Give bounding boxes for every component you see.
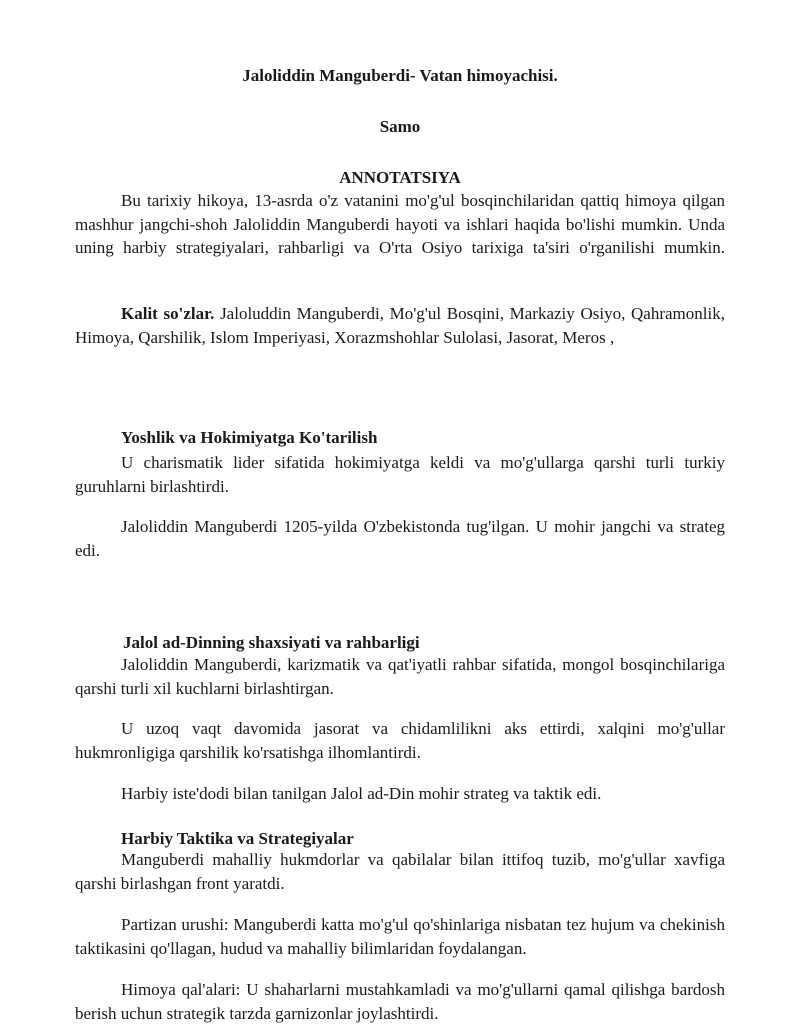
section2-paragraph-1: Jaloliddin Manguberdi, karizmatik va qat'iyatli rahbar sifatida, mongol bosqinchilariga qarshi turli xil kuchlarni birlashtirgan.: [75, 655, 725, 698]
section-heading-leadership: Jalol ad-Dinning shaxsiyati va rahbarligi: [123, 633, 420, 652]
section1-paragraph-1: U charismatik lider sifatida hokimiyatga keldi va mo'g'ullarga qarshi turli turkiy guruhlarni birlashtirdi.: [75, 453, 725, 496]
section2-paragraph-2: U uzoq vaqt davomida jasorat va chidamlilikni aks ettirdi, xalqini mo'g'ullar hukmronligiga qarshilik ko'rsatishga ilhomlantirdi.: [75, 719, 725, 762]
keywords-text: Jaloluddin Manguberdi, Mo'g'ul Bosqini, Markaziy Osiyo, Qahramonlik, Himoya, Qarshilik, Islom Imperiyasi, Xorazmshohlar Sulolasi, Jasorat, Meros ,: [75, 304, 725, 347]
section-heading-youth: Yoshlik va Hokimiyatga Ko'tarilish: [121, 428, 378, 447]
keywords-label: Kalit so'zlar.: [121, 304, 215, 323]
annotation-heading: ANNOTATSIYA: [339, 168, 461, 187]
section2-paragraph-3: Harbiy iste'dodi bilan tanilgan Jalol ad-Din mohir strateg va taktik edi.: [121, 784, 602, 803]
author-name: Samo: [379, 117, 421, 136]
annotation-text: Bu tarixiy hikoya, 13-asrda o'z vatanini mo'g'ul bosqinchilaridan qattiq himoya qilgan mashhur jangchi-shoh Jaloliddin Manguberdi hayoti va ishlari haqida bo'lishi mumkin. Unda uning harbiy strategiyalari, rahbarligi va O'rta Osiyo tarixiga ta'siri o'rganilishi mumkin.: [75, 191, 725, 257]
keywords-paragraph: [75, 302, 725, 349]
document-title: Jaloliddin Manguberdi- Vatan himoyachisi.: [242, 66, 558, 85]
section1-paragraph-2: Jaloliddin Manguberdi 1205-yilda O'zbekistonda tug'ilgan. U mohir jangchi va strateg edi.: [75, 517, 725, 560]
section3-paragraph-3: Himoya qal'alari: U shaharlarni mustahkamladi va mo'g'ullarni qamal qilishga bardosh berish uchun strategik tarzda garnizonlar joylashtirdi.: [75, 980, 725, 1023]
section-heading-tactics: Harbiy Taktika va Strategiyalar: [121, 829, 354, 848]
section3-paragraph-1: Manguberdi mahalliy hukmdorlar va qabilalar bilan ittifoq tuzib, mo'g'ullar xavfiga qarshi birlashgan front yaratdi.: [75, 850, 725, 893]
section3-paragraph-2: Partizan urushi: Manguberdi katta mo'g'ul qo'shinlariga nisbatan tez hujum va chekinish taktikasini qo'llagan, hudud va mahalliy bilimlaridan foydalangan.: [75, 915, 725, 958]
